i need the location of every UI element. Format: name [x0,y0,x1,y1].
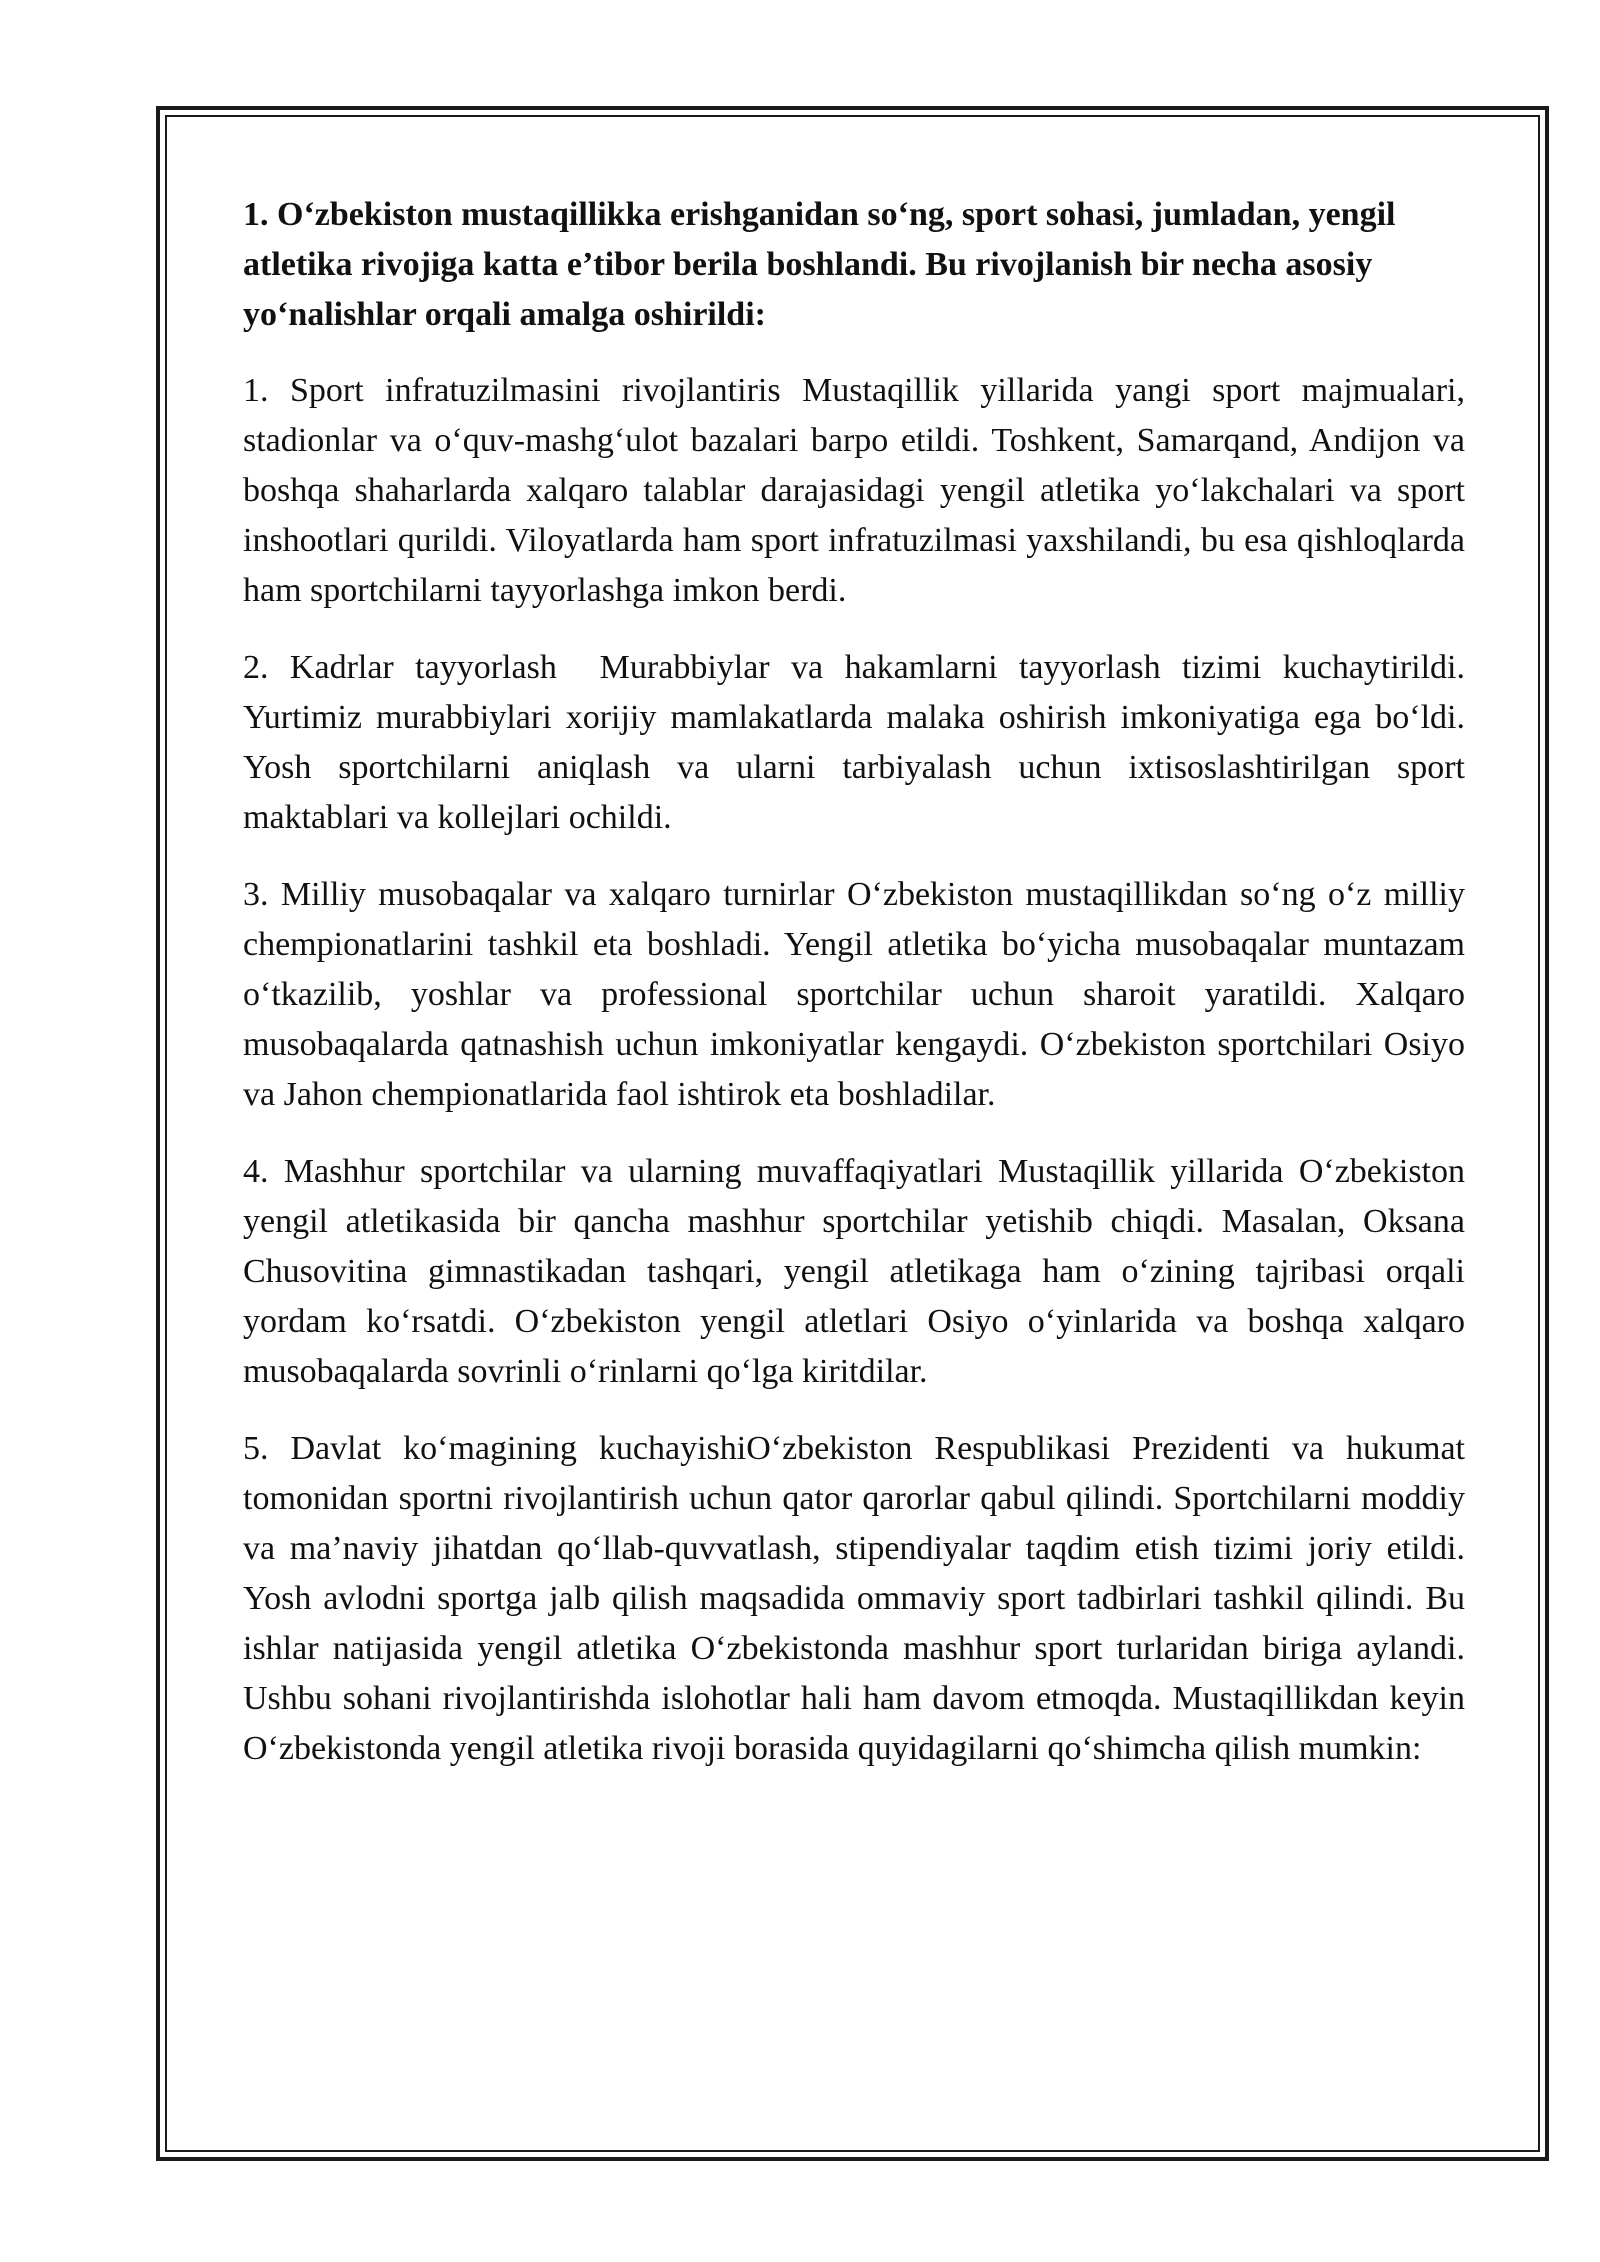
paragraph-state-support: 5. Davlat ko‘magining kuchayishiO‘zbekiston Respublikasi Prezidenti va hukumat tomonidan sportni rivojlantirish uchun qator qarorlar qabul qilindi. Sportchilarni moddiy va ma’naviy jihatdan qo‘llab-quvvatlash, stipendiyalar taqdim etish tizimi joriy etildi. Yosh avlodni sportga jalb qilish maqsadida ommaviy sport tadbirlari tashkil qilindi. Bu ishlar natijasida yengil atletika O‘zbekistonda mashhur sport turlaridan biriga aylandi. Ushbu sohani rivojlantirishda islohotlar hali ham davom etmoqda. Mustaqillikdan keyin O‘zbekistonda yengil atletika rivoji borasida quyidagilarni qo‘shimcha qilish mumkin: [243,1430,1474,1767]
paragraph-athletes: 4. Mashhur sportchilar va ularning muvaffaqiyatlari Mustaqillik yillarida O‘zbekiston yengil atletikasida bir qancha mashhur sportchilar yetishib chiqdi. Masalan, Oksana Chusovitina gimnastikadan tashqari, yengil atletikaga ham o‘zining tajribasi orqali yordam ko‘rsatdi. O‘zbekiston yengil atletlari Osiyo o‘yinlarida va boshqa xalqaro musobaqalarda sovrinli o‘rinlarni qo‘lga kiritdilar. [243,1153,1474,1390]
section-heading: 1. O‘zbekiston mustaqillikka erishganidan so‘ng, sport sohasi, jumladan, yengil atletika rivojiga katta e’tibor berila boshlandi. Bu rivojlanish bir necha asosiy yo‘nalishlar orqali amalga oshirildi: [243,196,1396,333]
document-body [243,190,1474,1801]
paragraph-personnel: 2. Kadrlar tayyorlash Murabbiylar va hakamlarni tayyorlash tizimi kuchaytirildi. Yurtimiz murabbiylari xorijiy mamlakatlarda malaka oshirish imkoniyatiga ega bo‘ldi. Yosh sportchilarni aniqlash va ularni tarbiyalash uchun ixtisoslashtirilgan sport maktablari va kollejlari ochildi. [243,649,1474,836]
paragraph-competitions: 3. Milliy musobaqalar va xalqaro turnirlar O‘zbekiston mustaqillikdan so‘ng o‘z milliy chempionatlarini tashkil eta boshladi. Yengil atletika bo‘yicha musobaqalar muntazam o‘tkazilib, yoshlar va professional sportchilar uchun sharoit yaratildi. Xalqaro musobaqalarda qatnashish uchun imkoniyatlar kengaydi. O‘zbekiston sportchilari Osiyo va Jahon chempionatlarida faol ishtirok eta boshladilar. [243,876,1474,1113]
paragraph-infrastructure: 1. Sport infratuzilmasini rivojlantiris Mustaqillik yillarida yangi sport majmualari, stadionlar va o‘quv-mashg‘ulot bazalari barpo etildi. Toshkent, Samarqand, Andijon va boshqa shaharlarda xalqaro talablar darajasidagi yengil atletika yo‘lakchalari va sport inshootlari qurildi. Viloyatlarda ham sport infratuzilmasi yaxshilandi, bu esa qishloqlarda ham sportchilarni tayyorlashga imkon berdi. [243,372,1474,609]
